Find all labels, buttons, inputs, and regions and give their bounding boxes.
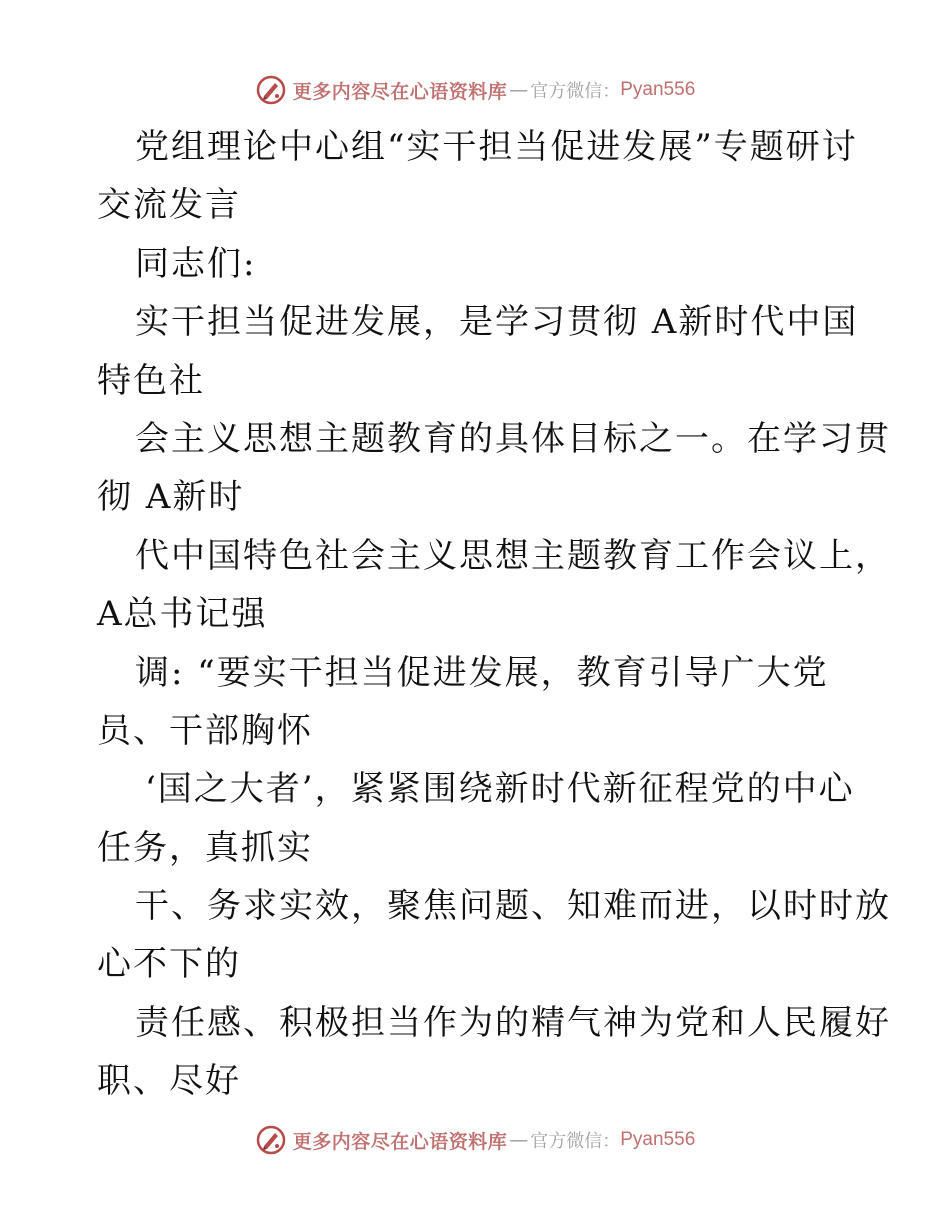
watermark-banner-bottom bbox=[0, 1120, 950, 1160]
paragraph-line: 心不下的 bbox=[97, 944, 241, 985]
wechat-id: Pyan556 bbox=[620, 1129, 696, 1150]
paragraph-line: 彻 A新时 bbox=[97, 477, 245, 518]
paragraph-line: 职、尽好 bbox=[97, 1061, 241, 1102]
watermark-separator: — bbox=[509, 1129, 529, 1151]
paragraph-line: A总书记强 bbox=[97, 594, 268, 635]
paragraph-line: 会主义思想主题教育的具体目标之一。在学习贯 bbox=[135, 418, 891, 459]
wechat-label: 官方微信： bbox=[530, 81, 621, 102]
pen-seal-icon bbox=[255, 74, 287, 106]
watermark-text: 更多内容尽在心语资料库 bbox=[292, 1130, 508, 1153]
watermark-separator: — bbox=[509, 79, 529, 101]
paragraph-line: ‘国之大者’，紧紧围绕新时代新征程党的中心 bbox=[145, 769, 855, 810]
pen-seal-icon bbox=[255, 1124, 287, 1156]
paragraph-line: 员、干部胸怀 bbox=[97, 710, 313, 751]
wechat-id: Pyan556 bbox=[620, 79, 696, 100]
paragraph-line: 责任感、积极担当作为的精气神为党和人民履好 bbox=[135, 1002, 891, 1043]
wechat-label: 官方微信： bbox=[530, 1131, 621, 1152]
paragraph-line: 任务，真抓实 bbox=[97, 827, 313, 868]
title-line-2: 交流发言 bbox=[97, 185, 241, 226]
paragraph-line: 实干担当促进发展，是学习贯彻 A新时代中国 bbox=[135, 302, 859, 343]
paragraph-line: 特色社 bbox=[97, 360, 205, 401]
paragraph-line: 代中国特色社会主义思想主题教育工作会议上， bbox=[135, 535, 891, 576]
paragraph-line: 调: “要实干担当促进发展，教育引导广大党 bbox=[135, 652, 829, 693]
watermark-banner-top bbox=[0, 70, 950, 110]
document-body bbox=[97, 118, 891, 1111]
watermark-text: 更多内容尽在心语资料库 bbox=[292, 80, 508, 103]
paragraph-line: 干、务求实效，聚焦问题、知难而进，以时时放 bbox=[135, 886, 891, 927]
title-line-1: 党组理论中心组“实干担当促进发展”专题研讨 bbox=[135, 127, 858, 167]
salutation: 同志们: bbox=[135, 243, 257, 284]
